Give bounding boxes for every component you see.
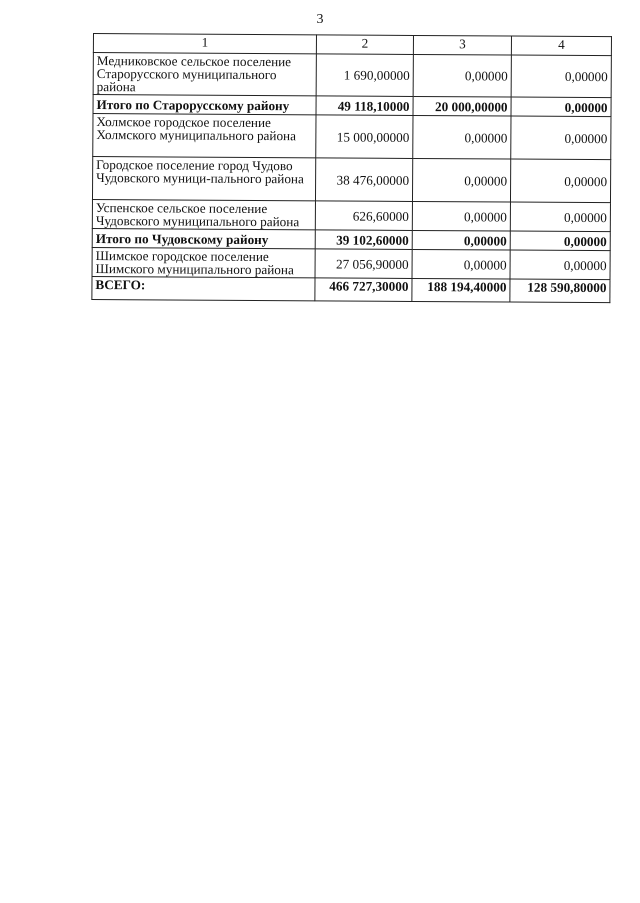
subtotal-value-4: 0,00000 xyxy=(510,231,610,251)
row-value-2: 38 476,00000 xyxy=(315,158,412,202)
row-value-2: 626,60000 xyxy=(315,201,412,231)
grand-total-value-4: 128 590,80000 xyxy=(510,279,610,303)
row-value-3: 0,00000 xyxy=(413,115,511,159)
grand-total-label: ВСЕГО: xyxy=(92,276,315,300)
row-name-cell: Городское поселение город Чудово Чудовского муници-пального района xyxy=(92,157,315,201)
subtotal-name-cell: Итого по Старорусскому району xyxy=(93,95,316,115)
table-row xyxy=(92,199,610,231)
row-name-cell: Успенское сельское поселение Чудовского муниципального района xyxy=(92,199,315,229)
grand-total-value-3: 188 194,40000 xyxy=(412,278,510,302)
row-name-cell: Медниковское сельское поселение Старорусского муниципального района xyxy=(93,53,316,96)
row-value-3: 0,00000 xyxy=(412,201,510,231)
row-value-4: 0,00000 xyxy=(510,159,610,203)
subtotal-value-3: 20 000,00000 xyxy=(413,96,511,116)
row-value-2: 15 000,00000 xyxy=(316,115,413,159)
row-value-2: 1 690,00000 xyxy=(316,54,413,97)
header-cell-1: 1 xyxy=(93,34,316,54)
row-value-2: 27 056,90000 xyxy=(315,249,412,279)
row-value-3: 0,00000 xyxy=(412,158,510,202)
subtotal-value-2: 49 118,10000 xyxy=(316,96,413,116)
subtotal-name-cell: Итого по Чудовскому району xyxy=(92,228,315,248)
page-number: 3 xyxy=(316,12,324,27)
table-row xyxy=(92,247,610,279)
row-value-3: 0,00000 xyxy=(413,54,511,97)
row-value-4: 0,00000 xyxy=(511,55,611,98)
row-value-4: 0,00000 xyxy=(511,116,611,160)
data-table-wrapper xyxy=(91,33,611,303)
grand-total-row xyxy=(92,276,610,302)
row-value-4: 0,00000 xyxy=(510,202,610,232)
subtotal-value-4: 0,00000 xyxy=(511,97,611,117)
row-name-cell: Холмское городское поселение Холмского муниципального района xyxy=(93,114,316,158)
header-cell-2: 2 xyxy=(316,35,413,55)
table-row xyxy=(93,114,611,160)
subtotal-value-2: 39 102,60000 xyxy=(315,230,412,250)
header-cell-3: 3 xyxy=(413,35,511,55)
data-table xyxy=(91,33,612,303)
table-row xyxy=(92,157,610,203)
table-row xyxy=(93,53,611,98)
row-value-3: 0,00000 xyxy=(412,249,510,279)
row-value-4: 0,00000 xyxy=(510,250,610,280)
subtotal-value-3: 0,00000 xyxy=(412,230,510,250)
header-cell-4: 4 xyxy=(511,36,611,56)
row-name-cell: Шимское городское поселение Шимского муниципального района xyxy=(92,247,315,277)
grand-total-value-2: 466 727,30000 xyxy=(315,278,412,302)
